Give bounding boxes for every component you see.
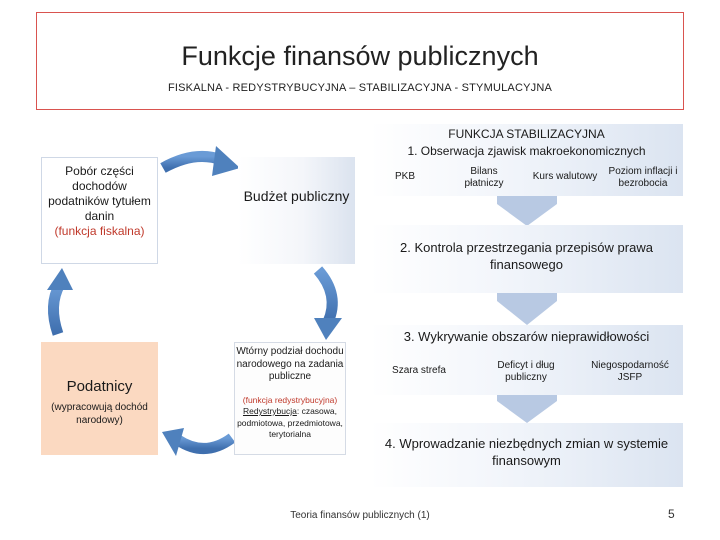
chevron-1 xyxy=(497,196,557,226)
stabilization-step-3 xyxy=(370,325,683,395)
step3-item-deficyt: Deficyt i dług publiczny xyxy=(497,360,555,383)
podatnicy-box xyxy=(41,342,158,455)
step3-title: 3. Wykrywanie obszarów nieprawidłowości xyxy=(403,329,650,344)
pobor-box xyxy=(41,157,158,264)
podatnicy-subtitle: (wypracowują dochód narodowy) xyxy=(51,402,148,426)
stabilization-step-1 xyxy=(370,124,683,196)
arrow-head-wtorny xyxy=(314,318,342,340)
budzet-label: Budżet publiczny xyxy=(243,188,350,204)
arrow-pobor-to-budzet xyxy=(163,156,222,168)
footer-text: Teoria finansów publicznych (1) xyxy=(290,510,430,521)
step1-item-inflacja: Poziom inflacji i bezrobocia xyxy=(608,166,678,189)
step3-item-szara-strefa: Szara strefa xyxy=(392,365,446,376)
page-number: 5 xyxy=(668,507,675,521)
redystrybucja-text xyxy=(235,406,345,441)
stabilization-section-title: FUNKCJA STABILIZACYJNA xyxy=(448,127,605,141)
arrow-head-budzet xyxy=(212,146,240,176)
page-title: Funkcje finansów publicznych xyxy=(181,41,539,71)
step4-title: 4. Wprowadzanie niezbędnych zmian w systemie finansowym xyxy=(384,436,669,468)
redystrybucja-types: : czasowa, podmiotowa, przedmiotowa, terytorialna xyxy=(237,406,343,439)
step1-label: 1. Obserwacja zjawisk makroekonomicznych xyxy=(407,144,646,158)
arrow-head-pobor xyxy=(47,268,73,290)
page-subtitle: FISKALNA - REDYSTRYBUCYJNA – STABILIZACYJNA - STYMULACYJNA xyxy=(167,82,553,94)
step1-item-bilans: Bilans płatniczy xyxy=(464,166,504,189)
step1-item-pkb: PKB xyxy=(394,171,415,182)
chevron-2 xyxy=(497,293,557,325)
fiskalna-label: (funkcja fiskalna) xyxy=(54,224,145,238)
stabilization-step-2 xyxy=(370,225,683,293)
arrow-podatnicy-to-pobor xyxy=(53,284,60,334)
podatnicy-title: Podatnicy xyxy=(66,378,133,395)
redystrybucja-label: Redystrybucja xyxy=(242,406,297,416)
step1-item-kurs: Kurs walutowy xyxy=(532,171,598,182)
pobor-label: Pobór części dochodów podatników tytułem danin xyxy=(48,164,151,223)
stabilization-step-4 xyxy=(370,423,683,487)
arrow-budzet-to-wtorny xyxy=(318,270,332,322)
step2-title: 2. Kontrola przestrzegania przepisów prawa finansowego xyxy=(400,240,653,272)
redystrybucyjna-label: (funkcja redystrybucyjna) xyxy=(242,395,338,405)
wtorny-podzial-box xyxy=(234,342,346,455)
step1-title xyxy=(370,126,683,160)
chevron-3 xyxy=(497,395,557,423)
budzet-box xyxy=(238,157,355,264)
wtorny-label: Wtórny podział dochodu narodowego na zadania publiczne xyxy=(236,346,344,382)
arrow-wtorny-to-podatnicy xyxy=(178,438,232,449)
step3-item-niegospodarnosc: Niegospodarność JSFP xyxy=(591,360,669,383)
